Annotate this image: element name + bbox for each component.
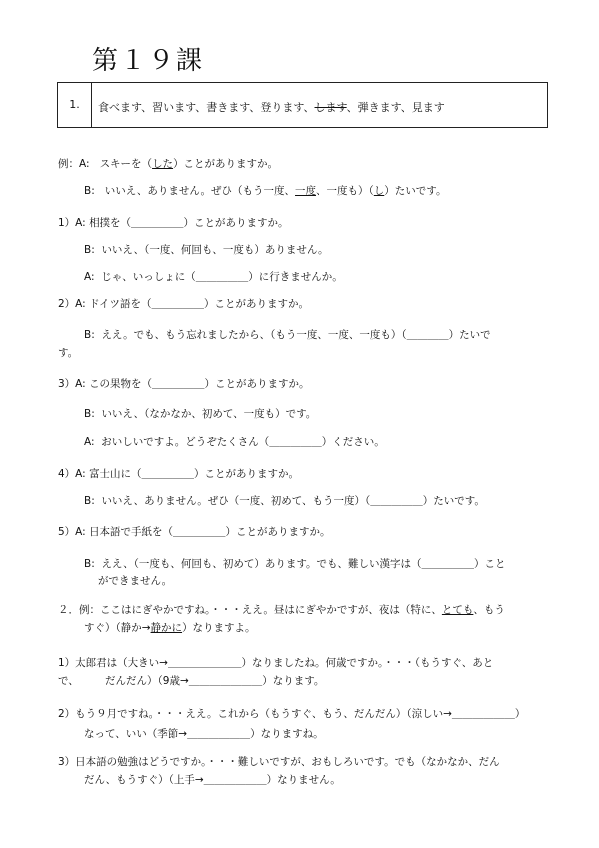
exercise-line	[84, 407, 316, 421]
line-label: B:	[84, 329, 95, 341]
exercise-line	[58, 467, 299, 481]
example-answer: した	[152, 158, 174, 170]
verb-item: 弾きます、	[357, 101, 412, 114]
line-text: おいしいですよ。どうぞたくさん（＿＿＿＿＿）ください。	[101, 436, 385, 448]
line-label: B:	[84, 495, 95, 507]
line-label: B:	[84, 558, 95, 570]
example-text: 、一度も）（	[316, 185, 374, 197]
line-text: いいえ、ありません。ぜひ（一度、初めて、もう一度）（＿＿＿＿＿）たいです。	[101, 495, 485, 507]
question-number: 1.	[58, 83, 92, 127]
line-text: じゃ、いっしょに（＿＿＿＿＿）に行きませんか。	[101, 271, 343, 283]
example-text: いいえ、ありません。ぜひ（もう一度、	[104, 185, 296, 197]
example-text: ）たいです。	[384, 185, 447, 197]
line-text: ええ、（一度も、何回も、初めて）あります。でも、難しい漢字は（＿＿＿＿＿）こと	[101, 558, 506, 570]
line-text: この果物を（＿＿＿＿＿）ことがありますか。	[89, 378, 310, 390]
section2-line: 3）日本語の勉強はどうですか。・・・難しいですが、おもしろいです。でも（なかなか、だん	[58, 756, 500, 768]
line-text: いいえ、（なかなか、初めて、一度も）です。	[101, 408, 317, 420]
verb-item: 習います、	[152, 101, 207, 114]
example-text: スキーを（	[99, 158, 153, 170]
example-label: B:	[84, 185, 95, 197]
exercise-line	[84, 557, 505, 571]
verb-sep: 、	[346, 101, 358, 114]
example-b	[84, 184, 446, 198]
example-answer: 静かに	[150, 622, 183, 634]
section2-line: で、 だんだん）（9歳→＿＿＿＿＿＿＿）なります。	[58, 675, 325, 687]
section2-line: 2）もう９月ですね。・・・ええ。これから（もうすぐ、もう、だんだん）（涼しい→＿＿＿＿＿＿）	[58, 708, 526, 720]
example-a	[58, 157, 278, 171]
verb-item: 食べます、	[98, 101, 153, 114]
line-text: すぐ）（静か→	[84, 622, 151, 634]
section2-line: だん、もうすぐ）（上手→＿＿＿＿＿＿）なりません。	[84, 774, 341, 786]
exercise-line	[84, 328, 491, 342]
verb-list	[98, 83, 445, 127]
section2-line: なって、いい（季節→＿＿＿＿＿＿）なりますね。	[84, 728, 324, 740]
exercise-line	[58, 216, 289, 230]
section2-example-line2	[84, 621, 256, 635]
section2-line: 1）太郎君は（大きい→＿＿＿＿＿＿＿）なりましたね。何歳ですか。・・・（もうすぐ、あと	[58, 657, 494, 669]
line-text: す。	[58, 347, 79, 359]
example-choice: とても	[441, 604, 474, 616]
example-answer: し	[373, 185, 385, 197]
exercise-line	[84, 435, 385, 449]
verb-item-struck: します	[314, 101, 347, 114]
exercise-line	[84, 494, 485, 508]
line-label: B:	[84, 408, 95, 420]
example-choice: 一度	[295, 185, 317, 197]
example-label: 例：A:	[58, 158, 90, 170]
exercise-line	[84, 270, 343, 284]
exercise-line	[84, 243, 328, 257]
exercise-line	[58, 377, 310, 391]
line-label: A:	[84, 271, 95, 283]
verb-item: 登ります、	[260, 101, 315, 114]
line-text: ドイツ語を（＿＿＿＿＿）ことがありますか。	[89, 298, 310, 310]
line-label: 1）A:	[58, 217, 86, 229]
line-text: ）なりますよ。	[182, 622, 256, 634]
section2-example-line1	[58, 603, 505, 617]
line-text: 、もう	[473, 604, 505, 616]
line-text: 相撲を（＿＿＿＿＿）ことがありますか。	[89, 217, 289, 229]
exercise-line	[58, 525, 331, 539]
verb-item: 見ます	[411, 101, 445, 114]
line-label: 5）A:	[58, 526, 86, 538]
exercise-line	[58, 346, 78, 360]
line-text: いいえ、（一度、何回も、一度も）ありません。	[101, 244, 329, 256]
line-label: B:	[84, 244, 95, 256]
line-label: A:	[84, 436, 95, 448]
line-text: ええ。でも、もう忘れましたから、（もう一度、一度、一度も）（＿＿＿＿）たいで	[101, 329, 491, 341]
line-text: ができません。	[98, 575, 173, 587]
line-text: 日本語で手紙を（＿＿＿＿＿）ことがありますか。	[89, 526, 331, 538]
example-text: ）ことがありますか。	[173, 158, 279, 170]
verb-list-box	[57, 82, 548, 128]
line-text: ２．例：ここはにぎやかですね。・・・ええ。昼はにぎやかですが、夜は（特に、	[58, 604, 442, 616]
exercise-line	[58, 297, 309, 311]
line-label: 4）A:	[58, 468, 86, 480]
line-label: 3）A:	[58, 378, 86, 390]
page-title: 第１９課	[92, 46, 205, 76]
line-label: 2）A:	[58, 298, 86, 310]
exercise-line	[98, 574, 172, 588]
line-text: 富士山に（＿＿＿＿＿）ことがありますか。	[89, 468, 300, 480]
verb-item: 書きます、	[206, 101, 261, 114]
